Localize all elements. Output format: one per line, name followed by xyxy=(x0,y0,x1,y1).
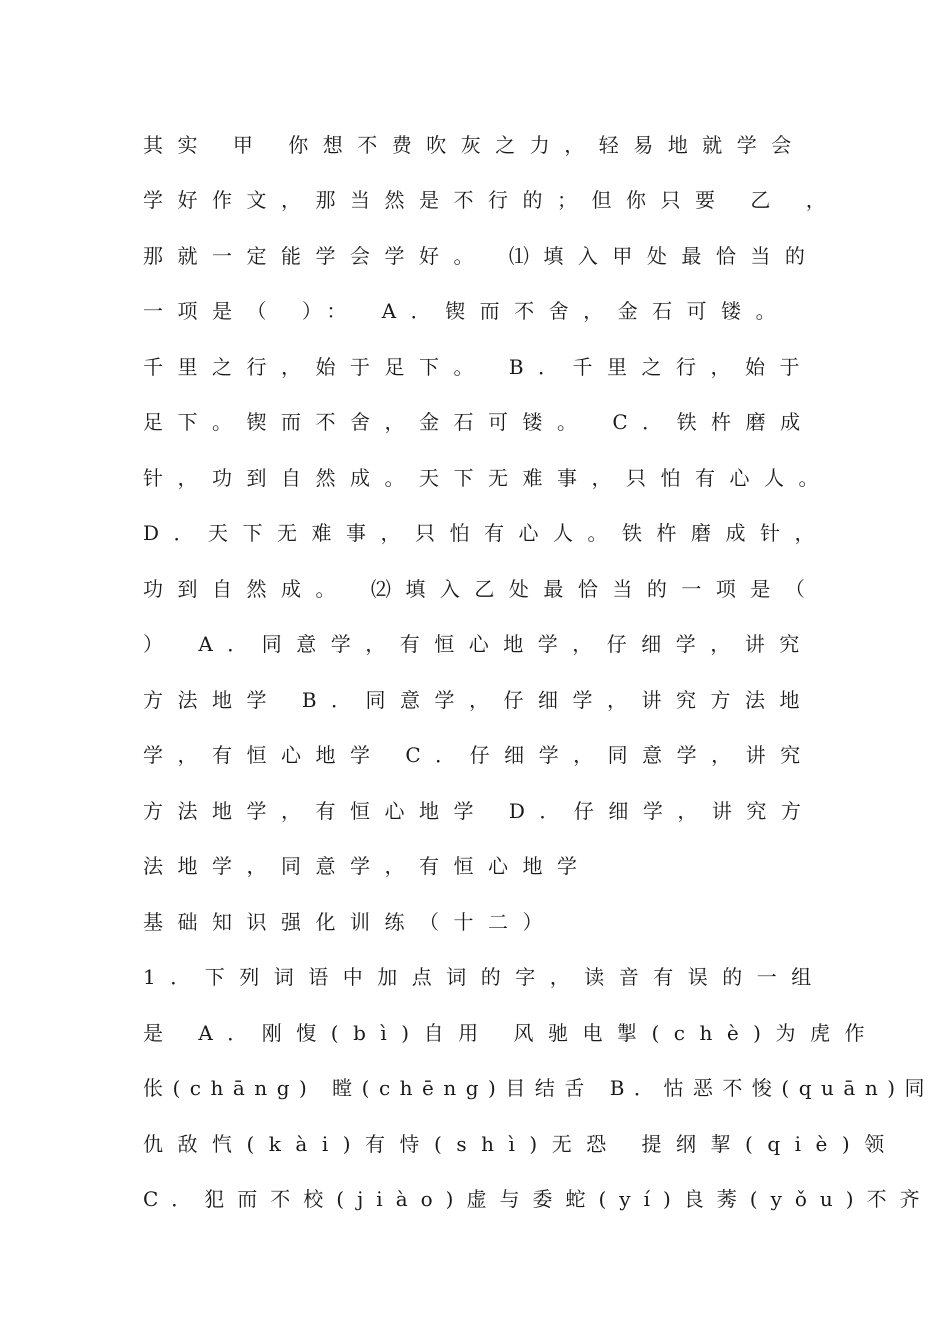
text-line: 功到自然成。 ⑵填入乙处最恰当的一项是（ xyxy=(143,577,820,601)
section-heading: 基础知识强化训练（十二） xyxy=(143,910,557,934)
text-line: D．天下无难事，只怕有心人。铁杵磨成针， xyxy=(143,521,830,545)
text-line: C．犯而不校(jiào)虚与委蛇(yí)良莠(yǒu)不齐 xyxy=(143,1187,933,1211)
text-line: 足下。锲而不舍，金石可镂。 C．铁杵磨成 xyxy=(143,410,815,434)
text-line: 那就一定能学会学好。 ⑴填入甲处最恰当的 xyxy=(143,244,820,268)
text-line: 学，有恒心地学 C．仔细学，同意学，讲究 xyxy=(143,743,815,767)
text-line: 仇敌忾(kài)有恃(shì)无恐 提纲挈(qiè)领 xyxy=(143,1132,899,1156)
text-line: 法地学，同意学，有恒心地学 xyxy=(143,854,592,878)
text-line: 其实 甲 你想不费吹灰之力，轻易地就学会 xyxy=(143,133,806,157)
text-line: 针，功到自然成。天下无难事，只怕有心人。 xyxy=(143,466,833,490)
text-line: 伥(chāng) 瞠(chēng)目结舌 B．怙恶不悛(quān)同 xyxy=(143,1076,935,1100)
text-line: 学好作文，那当然是不行的；但你只要 乙 ， xyxy=(143,188,841,212)
text-line: 方法地学，有恒心地学 D．仔细学，讲究方 xyxy=(143,799,816,823)
text-line: 是 A．刚愎(bì)自用 风驰电掣(chè)为虎作 xyxy=(143,1021,879,1045)
text-line: 千里之行，始于足下。 B．千里之行，始于 xyxy=(143,355,815,379)
question-text: 1．下列词语中加点词的字，读音有误的一组 xyxy=(143,965,826,989)
text-line: 一项是（ ）： A．锲而不舍，金石可镂。 xyxy=(143,299,791,323)
text-line: ） A．同意学，有恒心地学，仔细学，讲究 xyxy=(143,632,814,656)
text-line: 方法地学 B．同意学，仔细学，讲究方法地 xyxy=(143,688,815,712)
